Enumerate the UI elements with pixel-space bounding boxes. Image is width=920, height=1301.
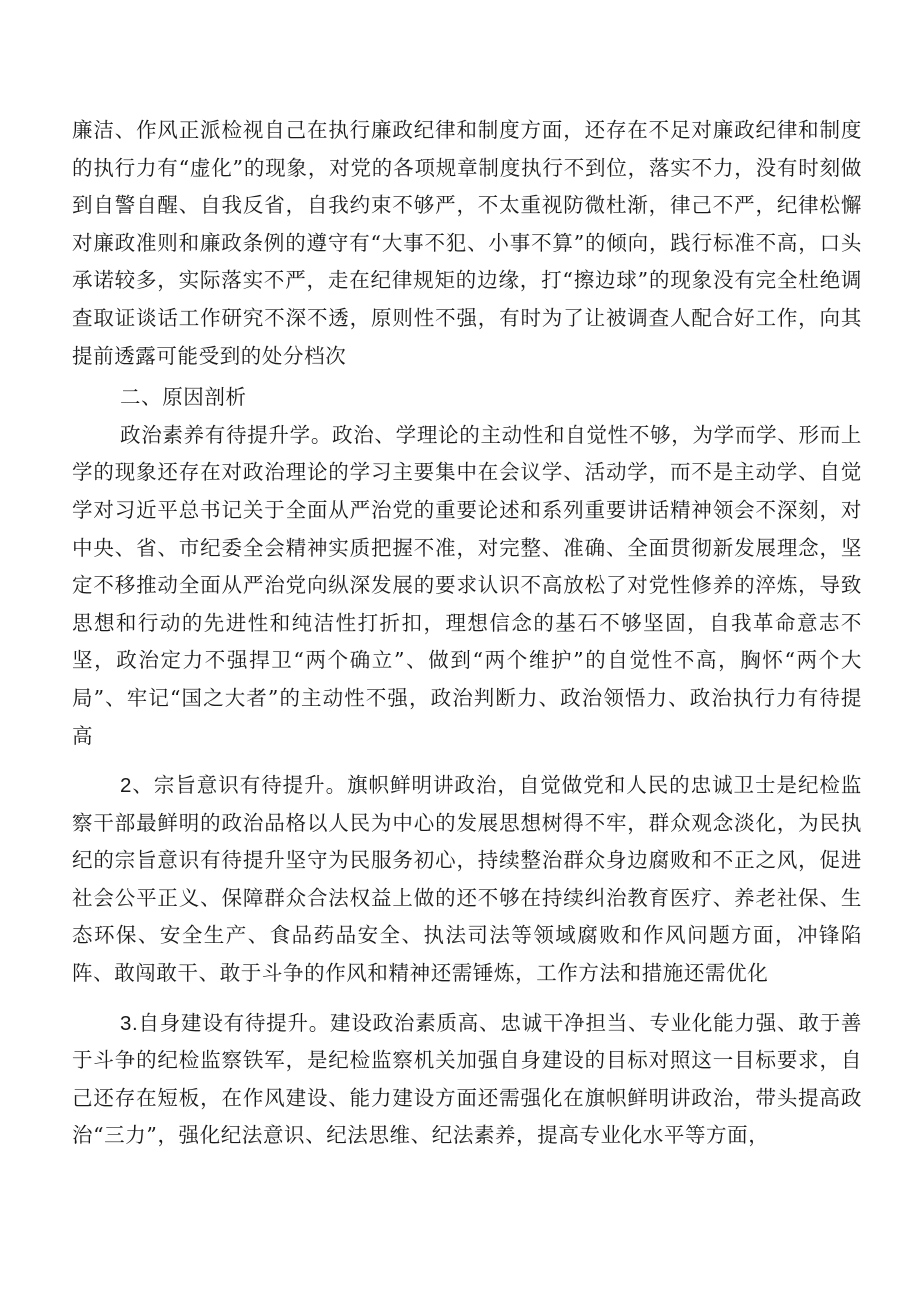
paragraph-problems-discipline: 廉洁、作风正派检视自己在执行廉政纪律和制度方面，还存在不足对廉政纪律和制度的执行力有“虚化”的现象，对党的各项规章制度执行不到位，落实不力，没有时刻做到自警自醒、自我反省，自我约束不够严，不太重视防微杜渐，律己不严，纪律松懈对廉政准则和廉政条例的遵守有“大事不犯、小事不算”的倾向，践行标准不高，口头承诺较多，实际落实不严，走在纪律规矩的边缘，打“擦边球”的现象没有完全杜绝调查取证谈话工作研究不深不透，原则性不强，有时为了让被调查人配合好工作，向其提前透露可能受到的处分档次 [72, 118, 862, 368]
paragraph-gap [72, 993, 862, 1005]
list-number: 3. [120, 1011, 139, 1035]
paragraph-political-literacy: 政治素养有待提升学。政治、学理论的主动性和自觉性不够，为学而学、形而上学的现象还存在对政治理论的学习主要集中在会议学、活动学，而不是主动学、自觉学对习近平总书记关于全面从严治党的重要论述和系列重要讲话精神领会不深刻，对中央、省、市纪委全会精神实质把握不准，对完整、准确、全面贯彻新发展理念，坚定不移推动全面从严治党向纵深发展的要求认识不高放松了对党性修养的淬炼，导致思想和行动的先进性和纯洁性打折扣，理想信念的基石不够坚固，自我革命意志不坚，政治定力不强捍卫“两个确立”、做到“两个维护”的自觉性不高，胸怀“两个大局”、牢记“国之大者”的主动性不强，政治判断力、政治领悟力、政治执行力有待提高 [72, 422, 862, 748]
paragraph-text: 自身建设有待提升。建设政治素质高、忠诚干净担当、专业化能力强、敢于善于斗争的纪检监察铁军，是纪检监察机关加强自身建设的目标对照这一目标要求，自己还存在短板，在作风建设、能力建设方面还需强化在旗帜鲜明讲政治，带头提高政治“三力”，强化纪法意识、纪法思维、纪法素养，提高专业化水平等方面， [72, 1010, 862, 1148]
document-body [72, 112, 862, 1155]
section-heading-cause-analysis: 二、原因剖析 [120, 385, 247, 410]
paragraph-purpose-awareness [72, 767, 862, 993]
paragraph-gap [72, 755, 862, 767]
list-number: 2 [120, 774, 133, 798]
paragraph-text: 、宗旨意识有待提升。旗帜鲜明讲政治，自觉做党和人民的忠诚卫士是纪检监察干部最鲜明的政治品格以人民为中心的发展思想树得不牢，群众观念淡化，为民执纪的宗旨意识有待提升坚守为民服务初心，持续整治群众身边腐败和不正之风，促进社会公平正义、保障群众合法权益上做的还不够在持续纠治教育医疗、养老社保、生态环保、安全生产、食品药品安全、执法司法等领域腐败和作风问题方面，冲锋陷阵、敢闯敢干、敢于斗争的作风和精神还需锤炼，工作方法和措施还需优化 [72, 773, 862, 986]
paragraph-self-construction [72, 1005, 862, 1155]
